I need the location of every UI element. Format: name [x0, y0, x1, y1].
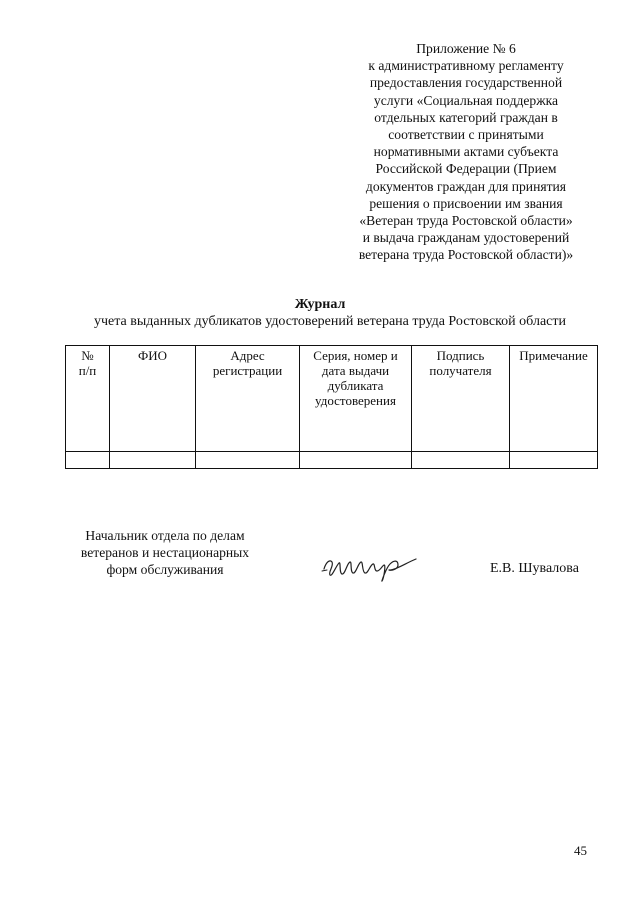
header-line: ФИО [137, 348, 168, 363]
appendix-line: к административному регламенту [368, 58, 564, 74]
table-row [66, 452, 598, 469]
column-header-address [196, 346, 300, 452]
column-header-number [66, 346, 110, 452]
journal-subtitle: учета выданных дубликатов удостоверений ветерана труда Ростовской области [94, 314, 566, 329]
header-line: регистрации [212, 363, 283, 378]
table-header-row [66, 346, 598, 452]
appendix-line: соответствии с принятыми [388, 127, 544, 143]
position-line: ветеранов и нестационарных [80, 545, 250, 561]
signatory-position [70, 527, 260, 579]
header-line: дубликата [327, 378, 384, 393]
page-number: 45 [574, 843, 587, 858]
table-cell [412, 452, 510, 469]
position-line: форм обслуживания [106, 562, 224, 578]
table-cell [510, 452, 598, 469]
appendix-line: нормативными актами субъекта [373, 144, 559, 160]
header-line: Подпись [436, 348, 485, 363]
position-line: Начальник отдела по делам [85, 528, 245, 543]
appendix-line: ветерана труда Ростовской области)» [358, 247, 574, 263]
journal-title: Журнал [294, 297, 346, 312]
appendix-line: решения о присвоении им звания [369, 195, 563, 211]
appendix-line: документов граждан для принятия [365, 178, 567, 194]
table-cell [196, 452, 300, 469]
header-line: № [81, 348, 94, 363]
journal-table [65, 345, 598, 469]
appendix-line: услуги «Социальная поддержка [373, 92, 559, 108]
appendix-line: отдельных категорий граждан в [374, 109, 558, 125]
header-line: Адрес [230, 348, 265, 363]
column-header-signature [412, 346, 510, 452]
header-line: Примечание [519, 348, 588, 363]
header-line: дата выдачи [321, 363, 390, 378]
table-cell [300, 452, 412, 469]
appendix-note [340, 40, 592, 264]
header-line: п/п [78, 363, 97, 378]
column-header-name [110, 346, 196, 452]
handwritten-signature [318, 548, 418, 584]
column-header-certificate [300, 346, 412, 452]
appendix-line: Российской Федерации (Прием [375, 161, 557, 177]
appendix-line: и выдача гражданам удостоверений [362, 230, 570, 246]
header-line: Серия, номер и [313, 348, 398, 363]
table-cell [110, 452, 196, 469]
appendix-line: предоставления государственной [369, 75, 563, 91]
table-cell [66, 452, 110, 469]
appendix-line: Приложение № 6 [416, 41, 516, 56]
header-line: удостоверения [315, 393, 396, 408]
header-line: получателя [429, 363, 492, 378]
column-header-note [510, 346, 598, 452]
signer-name: Е.В. Шувалова [490, 561, 579, 576]
appendix-line: «Ветеран труда Ростовской области» [359, 213, 573, 229]
